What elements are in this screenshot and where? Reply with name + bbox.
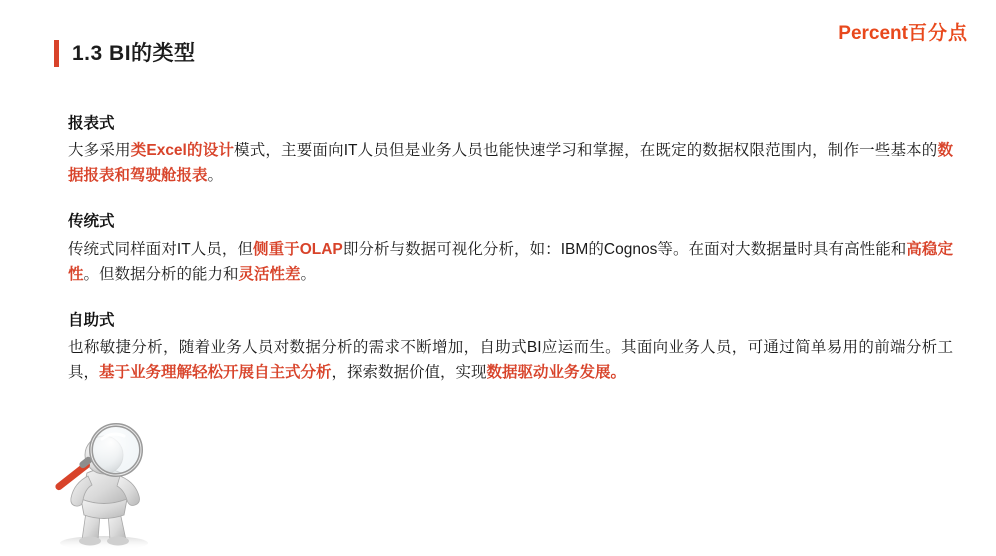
text-run: 即分析与数据可视化分析，如：IBM的Cognos等。在面对大数据量时具有高性能和 <box>342 240 907 258</box>
section-heading: 报表式 <box>68 115 115 132</box>
section-heading: 传统式 <box>68 213 115 231</box>
text-run: 传统式同样面对IT人员，但 <box>68 240 254 258</box>
text-run: 。 <box>300 265 317 283</box>
text-run-highlight: 类Excel的设计 <box>130 142 235 160</box>
brand-logo-cn: 百分点 <box>907 23 968 44</box>
page-title <box>54 40 196 67</box>
text-run: 也称敏捷分析，随着业务人员对数据分析的需求不断增加，自助式BI应运而生。其面向业务人员，可通过简单易用的前端分析工具， <box>68 339 953 382</box>
title-accent-bar <box>54 40 59 67</box>
brand-logo <box>838 18 968 45</box>
text-run-highlight: 高稳定性 <box>68 240 953 283</box>
text-run-highlight: 灵活性差 <box>238 265 301 283</box>
section-self-service-style <box>68 309 953 385</box>
text-run-highlight: 基于业务理解轻松开展自主式分析 <box>99 364 332 382</box>
section-report-style <box>68 112 953 188</box>
section-traditional-style <box>68 210 953 286</box>
text-run-highlight: 侧重于OLAP <box>253 240 343 258</box>
section-paragraph <box>68 237 953 287</box>
text-run: 大多采用 <box>68 142 131 160</box>
brand-logo-en: Percent <box>838 23 908 44</box>
text-run: 。 <box>207 167 224 185</box>
content-body <box>68 112 953 385</box>
text-run: ，探索数据价值，实现 <box>331 364 487 382</box>
section-paragraph <box>68 138 953 188</box>
mascot-magnifier-icon <box>24 412 174 552</box>
page-title-text: 1.3 BI的类型 <box>72 42 196 65</box>
text-run-highlight: 数据报表和驾驶舱报表 <box>68 142 953 185</box>
section-heading: 自助式 <box>68 311 115 329</box>
text-run: 模式，主要面向IT人员但是业务人员也能快速学习和掌握，在既定的数据权限范围内，制作一些基本的 <box>234 142 938 160</box>
section-paragraph <box>68 335 953 385</box>
text-run: 。但数据分析的能力和 <box>83 265 239 283</box>
text-run-highlight: 数据驱动业务发展。 <box>486 364 627 382</box>
